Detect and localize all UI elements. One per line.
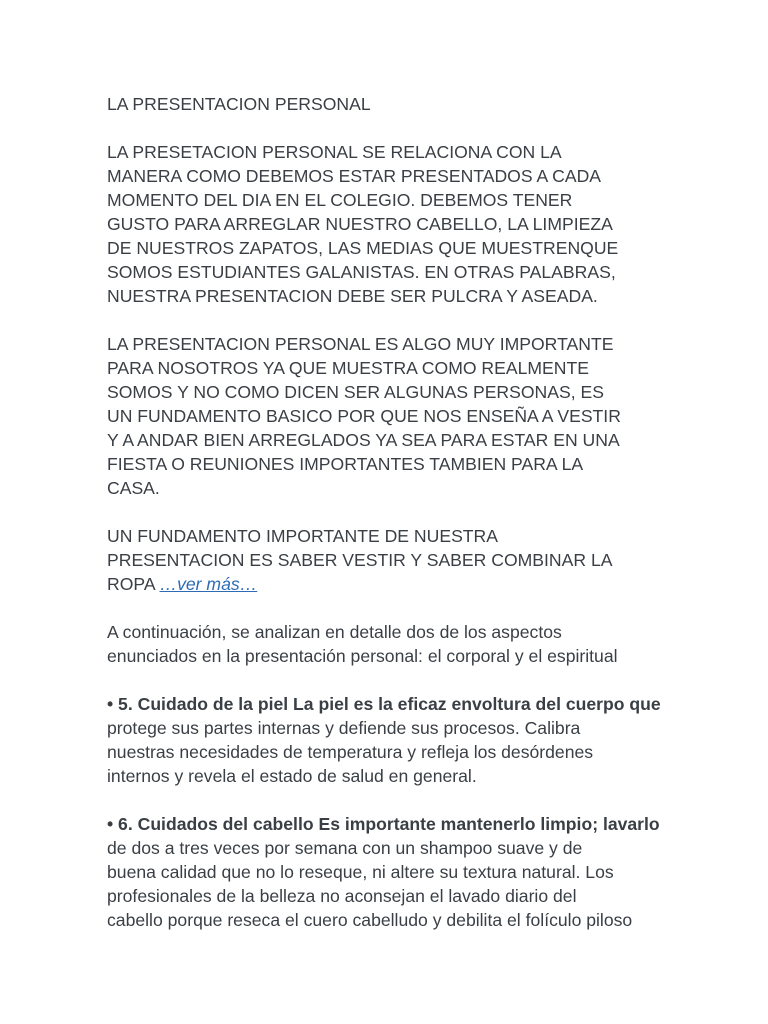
list-item-line: nuestras necesidades de temperatura y refleja los desórdenes <box>107 742 594 762</box>
paragraph-4 <box>107 620 687 668</box>
list-item-line: protege sus partes internas y defiende sus procesos. Calibra <box>107 718 581 738</box>
list-item-line: de dos a tres veces por semana con un shampoo suave y de <box>107 838 583 858</box>
paragraph-line: UN FUNDAMENTO BASICO POR QUE NOS ENSEÑA A VESTIR <box>107 406 621 426</box>
paragraph-line: enunciados en la presentación personal: el corporal y el espiritual <box>107 646 618 666</box>
paragraph-line: LA PRESETACION PERSONAL SE RELACIONA CON LA <box>107 142 562 162</box>
document-title: LA PRESENTACION PERSONAL <box>107 94 371 114</box>
paragraph-line: GUSTO PARA ARREGLAR NUESTRO CABELLO, LA LIMPIEZA <box>107 214 613 234</box>
paragraph-line: MANERA COMO DEBEMOS ESTAR PRESENTADOS A CADA <box>107 166 602 186</box>
list-item-line: cabello porque reseca el cuero cabelludo y debilita el folículo piloso <box>107 910 633 930</box>
paragraph-line: PRESENTACION ES SABER VESTIR Y SABER COMBINAR LA <box>107 550 613 570</box>
paragraph-3 <box>107 524 687 596</box>
read-more-link[interactable]: …ver más… <box>159 574 258 594</box>
paragraph-line: A continuación, se analizan en detalle dos de los aspectos <box>107 622 562 642</box>
paragraph-line: UN FUNDAMENTO IMPORTANTE DE NUESTRA <box>107 526 498 546</box>
paragraph-1 <box>107 140 687 308</box>
list-item-lead: • 6. Cuidados del cabello Es importante mantenerlo limpio; lavarlo <box>107 814 660 834</box>
paragraph-line: MOMENTO DEL DIA EN EL COLEGIO. DEBEMOS TENER <box>107 190 573 210</box>
paragraph-line: NUESTRA PRESENTACION DEBE SER PULCRA Y ASEADA. <box>107 286 598 306</box>
list-item-lead: • 5. Cuidado de la piel La piel es la eficaz envoltura del cuerpo que <box>107 694 661 714</box>
list-item-5 <box>107 692 687 788</box>
paragraph-line: SOMOS ESTUDIANTES GALANISTAS. EN OTRAS PALABRAS, <box>107 262 616 282</box>
paragraph-line: Y A ANDAR BIEN ARREGLADOS YA SEA PARA ESTAR EN UNA <box>107 430 620 450</box>
paragraph-line: SOMOS Y NO COMO DICEN SER ALGUNAS PERSONAS, ES <box>107 382 604 402</box>
paragraph-text: ROPA <box>107 574 160 594</box>
list-item-line: profesionales de la belleza no aconsejan el lavado diario del <box>107 886 577 906</box>
list-item-line: buena calidad que no lo reseque, ni altere su textura natural. Los <box>107 862 614 882</box>
list-item-line: internos y revela el estado de salud en general. <box>107 766 477 786</box>
paragraph-2 <box>107 332 687 500</box>
list-item-6 <box>107 812 687 932</box>
paragraph-line: DE NUESTROS ZAPATOS, LAS MEDIAS QUE MUESTRENQUE <box>107 238 619 258</box>
paragraph-line: PARA NOSOTROS YA QUE MUESTRA COMO REALMENTE <box>107 358 589 378</box>
paragraph-line: CASA. <box>107 478 160 498</box>
paragraph-line: LA PRESENTACION PERSONAL ES ALGO MUY IMPORTANTE <box>107 334 614 354</box>
document-page <box>107 92 687 956</box>
paragraph-line-with-link <box>107 572 687 596</box>
paragraph-line: FIESTA O REUNIONES IMPORTANTES TAMBIEN PARA LA <box>107 454 584 474</box>
